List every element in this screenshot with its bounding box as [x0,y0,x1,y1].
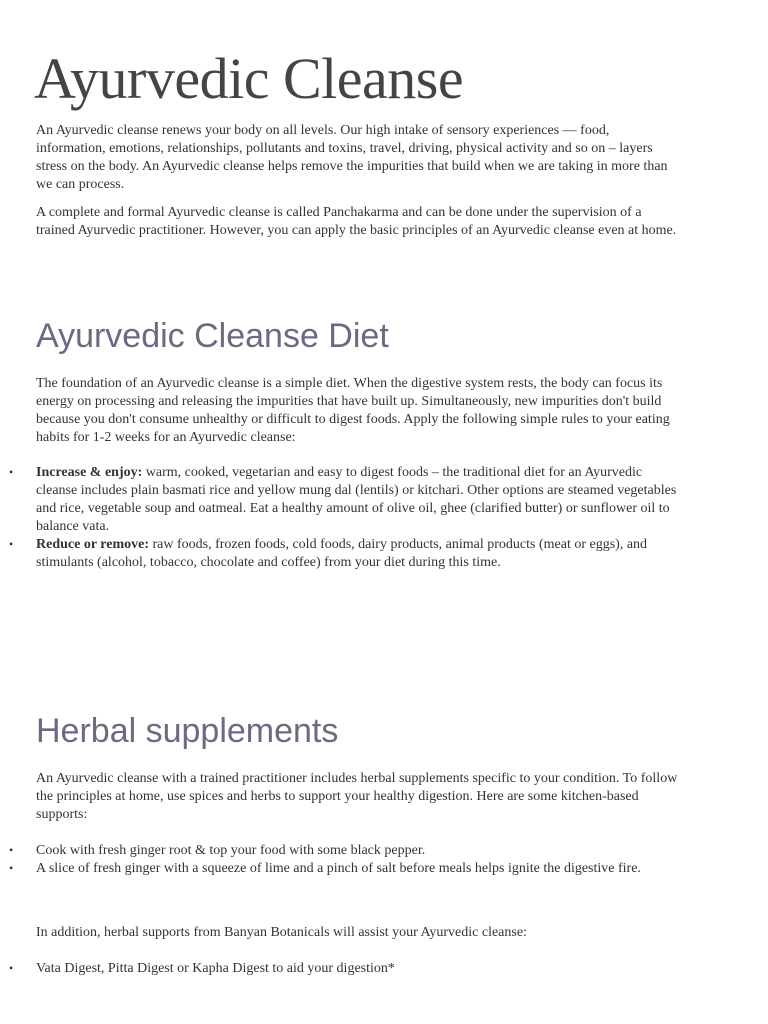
text-line: trained Ayurvedic practitioner. However, you can apply the basic principles of an Ayurvedic cleanse even at home. [36,223,677,238]
text-line: supports: [36,807,88,822]
intro-paragraph-1 [36,122,668,194]
text-line: information, emotions, relationships, pollutants and toxins, travel, driving, physical activity and so on – layers [36,141,653,156]
bullet-icon: • [9,961,14,975]
text-line: we can process. [36,177,125,192]
bullet-icon: • [9,843,14,857]
text-line: stimulants (alcohol, tobacco, chocolate and coffee) from your diet during this time. [36,555,501,570]
text-line: warm, cooked, vegetarian and easy to digest foods – the traditional diet for an Ayurvedic [142,465,643,480]
text-line: stress on the body. An Ayurvedic cleanse helps remove the impurities that build when we are taking in more than [36,159,668,174]
text-line: A complete and formal Ayurvedic cleanse is called Panchakarma and can be done under the supervision of a [36,205,642,220]
diet-heading: Ayurvedic Cleanse Diet [36,317,389,355]
text-line: raw foods, frozen foods, cold foods, dairy products, animal products (meat or eggs), and [149,537,648,552]
bullet-label: Increase & enjoy: [36,465,143,480]
bullet-icon: • [9,537,14,551]
text-line: energy on processing and releasing the impurities that have built up. Simultaneously, new impurities don't build [36,394,662,409]
bullet-label: Reduce or remove: [36,537,149,552]
text-line: because you don't consume unhealthy or difficult to digest foods. Apply the following simple rules to your eating [36,412,670,427]
page-title: Ayurvedic Cleanse [34,46,464,111]
herbal-paragraph-2: In addition, herbal supports from Banyan Botanicals will assist your Ayurvedic cleanse: [36,925,527,940]
intro-paragraph-2 [36,204,676,240]
text-line: balance vata. [36,519,110,534]
text-line: habits for 1-2 weeks for an Ayurvedic cleanse: [36,430,296,445]
herbal-paragraph [36,770,677,824]
text-line: The foundation of an Ayurvedic cleanse is a simple diet. When the digestive system rests, the body can focus its [36,376,663,391]
text-line: and rice, vegetable soup and oatmeal. Eat a healthy amount of olive oil, ghee (clarified butter) or sunflower oil to [36,501,670,516]
diet-bullet-increase [36,464,676,536]
herbal-bullet-1: Cook with fresh ginger root & top your food with some black pepper. [36,843,426,858]
text-line: cleanse includes plain basmati rice and yellow mung dal (lentils) or kitchari. Other options are steamed vegetables [36,483,677,498]
bullet-icon: • [9,465,14,479]
bullet-icon: • [9,861,14,875]
herbal-bullet-3: Vata Digest, Pitta Digest or Kapha Digest to aid your digestion* [36,961,395,976]
diet-paragraph [36,375,670,447]
text-line: An Ayurvedic cleanse with a trained practitioner includes herbal supplements specific to your condition. To follow [36,771,678,786]
text-line: the principles at home, use spices and herbs to support your healthy digestion. Here are some kitchen-based [36,789,639,804]
text-line: An Ayurvedic cleanse renews your body on all levels. Our high intake of sensory experiences — food, [36,123,610,138]
herbal-heading: Herbal supplements [36,712,339,750]
diet-bullet-reduce [36,536,647,572]
herbal-bullet-2: A slice of fresh ginger with a squeeze of lime and a pinch of salt before meals helps ignite the digestive fire. [36,861,641,876]
